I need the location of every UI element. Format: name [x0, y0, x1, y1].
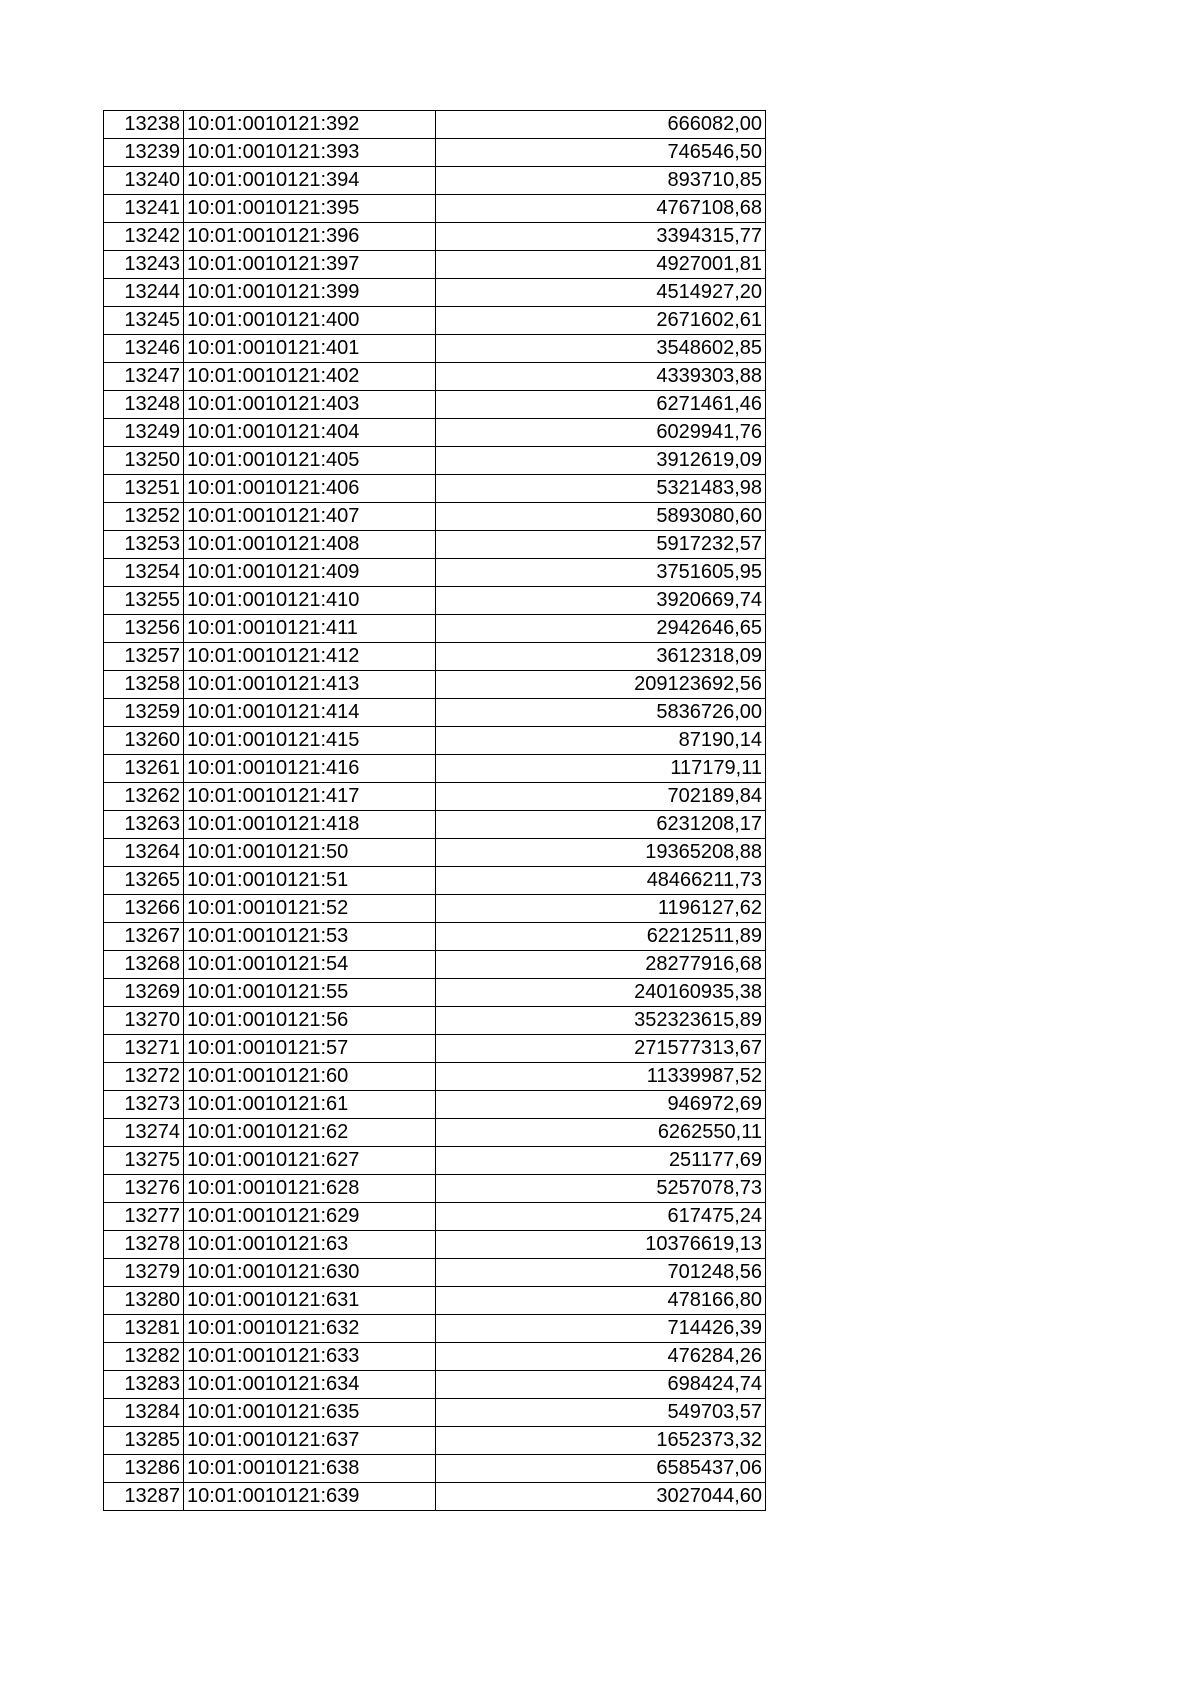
- table-row: [104, 755, 766, 783]
- table-row: [104, 1371, 766, 1399]
- row-number-cell: 13253: [104, 531, 184, 559]
- row-number-cell: 13250: [104, 447, 184, 475]
- cadastral-number-cell: 10:01:0010121:637: [184, 1427, 436, 1455]
- cadastral-number-cell: 10:01:0010121:634: [184, 1371, 436, 1399]
- table-row: [104, 1483, 766, 1511]
- row-number-cell: 13244: [104, 279, 184, 307]
- value-cell: 5893080,60: [436, 503, 766, 531]
- row-number-cell: 13281: [104, 1315, 184, 1343]
- cadastral-number-cell: 10:01:0010121:403: [184, 391, 436, 419]
- table-row: [104, 1203, 766, 1231]
- cadastral-number-cell: 10:01:0010121:395: [184, 195, 436, 223]
- value-cell: 2942646,65: [436, 615, 766, 643]
- cadastral-number-cell: 10:01:0010121:405: [184, 447, 436, 475]
- value-cell: 5257078,73: [436, 1175, 766, 1203]
- table-row: [104, 251, 766, 279]
- value-cell: 6585437,06: [436, 1455, 766, 1483]
- cadastral-number-cell: 10:01:0010121:56: [184, 1007, 436, 1035]
- row-number-cell: 13239: [104, 139, 184, 167]
- value-cell: 5917232,57: [436, 531, 766, 559]
- row-number-cell: 13267: [104, 923, 184, 951]
- cadastral-number-cell: 10:01:0010121:63: [184, 1231, 436, 1259]
- table-row: [104, 895, 766, 923]
- table-row: [104, 1119, 766, 1147]
- row-number-cell: 13280: [104, 1287, 184, 1315]
- value-cell: 117179,11: [436, 755, 766, 783]
- cadastral-number-cell: 10:01:0010121:55: [184, 979, 436, 1007]
- row-number-cell: 13265: [104, 867, 184, 895]
- row-number-cell: 13248: [104, 391, 184, 419]
- cadastral-number-cell: 10:01:0010121:61: [184, 1091, 436, 1119]
- row-number-cell: 13254: [104, 559, 184, 587]
- value-cell: 1652373,32: [436, 1427, 766, 1455]
- table-row: [104, 1147, 766, 1175]
- cadastral-number-cell: 10:01:0010121:418: [184, 811, 436, 839]
- table-row: [104, 223, 766, 251]
- table-row: [104, 1455, 766, 1483]
- cadastral-number-cell: 10:01:0010121:632: [184, 1315, 436, 1343]
- value-cell: 617475,24: [436, 1203, 766, 1231]
- value-cell: 478166,80: [436, 1287, 766, 1315]
- cadastral-number-cell: 10:01:0010121:417: [184, 783, 436, 811]
- value-cell: 28277916,68: [436, 951, 766, 979]
- row-number-cell: 13259: [104, 699, 184, 727]
- value-cell: 4767108,68: [436, 195, 766, 223]
- value-cell: 62212511,89: [436, 923, 766, 951]
- value-cell: 6029941,76: [436, 419, 766, 447]
- row-number-cell: 13246: [104, 335, 184, 363]
- value-cell: 3912619,09: [436, 447, 766, 475]
- cadastral-number-cell: 10:01:0010121:412: [184, 643, 436, 671]
- row-number-cell: 13263: [104, 811, 184, 839]
- cadastral-number-cell: 10:01:0010121:60: [184, 1063, 436, 1091]
- table-row: [104, 1091, 766, 1119]
- cadastral-number-cell: 10:01:0010121:407: [184, 503, 436, 531]
- table-row: [104, 615, 766, 643]
- row-number-cell: 13264: [104, 839, 184, 867]
- value-cell: 11339987,52: [436, 1063, 766, 1091]
- value-cell: 5836726,00: [436, 699, 766, 727]
- value-cell: 87190,14: [436, 727, 766, 755]
- value-cell: 701248,56: [436, 1259, 766, 1287]
- cadastral-number-cell: 10:01:0010121:414: [184, 699, 436, 727]
- value-cell: 271577313,67: [436, 1035, 766, 1063]
- table-row: [104, 1343, 766, 1371]
- table-row: [104, 727, 766, 755]
- table-row: [104, 1035, 766, 1063]
- value-cell: 698424,74: [436, 1371, 766, 1399]
- table-row: [104, 475, 766, 503]
- table-row: [104, 699, 766, 727]
- row-number-cell: 13271: [104, 1035, 184, 1063]
- row-number-cell: 13258: [104, 671, 184, 699]
- cadastral-number-cell: 10:01:0010121:399: [184, 279, 436, 307]
- cadastral-number-cell: 10:01:0010121:411: [184, 615, 436, 643]
- cadastral-number-cell: 10:01:0010121:393: [184, 139, 436, 167]
- cadastral-number-cell: 10:01:0010121:62: [184, 1119, 436, 1147]
- cadastral-number-cell: 10:01:0010121:628: [184, 1175, 436, 1203]
- table-row: [104, 111, 766, 139]
- table-row: [104, 867, 766, 895]
- value-cell: 702189,84: [436, 783, 766, 811]
- row-number-cell: 13260: [104, 727, 184, 755]
- table-row: [104, 1315, 766, 1343]
- table-row: [104, 419, 766, 447]
- cadastral-number-cell: 10:01:0010121:629: [184, 1203, 436, 1231]
- cadastral-number-cell: 10:01:0010121:400: [184, 307, 436, 335]
- value-cell: 714426,39: [436, 1315, 766, 1343]
- value-cell: 6262550,11: [436, 1119, 766, 1147]
- row-number-cell: 13242: [104, 223, 184, 251]
- cadastral-number-cell: 10:01:0010121:54: [184, 951, 436, 979]
- table-body: [104, 111, 766, 1511]
- table-row: [104, 1175, 766, 1203]
- cadastral-number-cell: 10:01:0010121:401: [184, 335, 436, 363]
- table-row: [104, 139, 766, 167]
- table-row: [104, 587, 766, 615]
- value-cell: 3920669,74: [436, 587, 766, 615]
- value-cell: 240160935,38: [436, 979, 766, 1007]
- cadastral-number-cell: 10:01:0010121:397: [184, 251, 436, 279]
- value-cell: 4514927,20: [436, 279, 766, 307]
- cadastral-number-cell: 10:01:0010121:394: [184, 167, 436, 195]
- table-row: [104, 671, 766, 699]
- cadastral-number-cell: 10:01:0010121:633: [184, 1343, 436, 1371]
- table-row: [104, 1007, 766, 1035]
- table-row: [104, 559, 766, 587]
- cadastral-number-cell: 10:01:0010121:409: [184, 559, 436, 587]
- cadastral-number-cell: 10:01:0010121:52: [184, 895, 436, 923]
- value-cell: 3027044,60: [436, 1483, 766, 1511]
- cadastral-number-cell: 10:01:0010121:639: [184, 1483, 436, 1511]
- value-cell: 352323615,89: [436, 1007, 766, 1035]
- value-cell: 3751605,95: [436, 559, 766, 587]
- row-number-cell: 13262: [104, 783, 184, 811]
- value-cell: 6271461,46: [436, 391, 766, 419]
- row-number-cell: 13286: [104, 1455, 184, 1483]
- table-row: [104, 531, 766, 559]
- table-row: [104, 1231, 766, 1259]
- cadastral-number-cell: 10:01:0010121:631: [184, 1287, 436, 1315]
- row-number-cell: 13282: [104, 1343, 184, 1371]
- table-row: [104, 195, 766, 223]
- cadastral-number-cell: 10:01:0010121:404: [184, 419, 436, 447]
- row-number-cell: 13269: [104, 979, 184, 1007]
- value-cell: 893710,85: [436, 167, 766, 195]
- table-row: [104, 363, 766, 391]
- value-cell: 3394315,77: [436, 223, 766, 251]
- table-row: [104, 1399, 766, 1427]
- value-cell: 3612318,09: [436, 643, 766, 671]
- row-number-cell: 13241: [104, 195, 184, 223]
- row-number-cell: 13275: [104, 1147, 184, 1175]
- value-cell: 4339303,88: [436, 363, 766, 391]
- row-number-cell: 13240: [104, 167, 184, 195]
- value-cell: 549703,57: [436, 1399, 766, 1427]
- cadastral-number-cell: 10:01:0010121:50: [184, 839, 436, 867]
- cadastral-number-cell: 10:01:0010121:630: [184, 1259, 436, 1287]
- value-cell: 2671602,61: [436, 307, 766, 335]
- row-number-cell: 13243: [104, 251, 184, 279]
- cadastral-number-cell: 10:01:0010121:416: [184, 755, 436, 783]
- value-cell: 746546,50: [436, 139, 766, 167]
- cadastral-number-cell: 10:01:0010121:415: [184, 727, 436, 755]
- table-row: [104, 643, 766, 671]
- row-number-cell: 13278: [104, 1231, 184, 1259]
- table-row: [104, 923, 766, 951]
- cadastral-number-cell: 10:01:0010121:408: [184, 531, 436, 559]
- cadastral-number-cell: 10:01:0010121:57: [184, 1035, 436, 1063]
- value-cell: 19365208,88: [436, 839, 766, 867]
- table-row: [104, 307, 766, 335]
- row-number-cell: 13277: [104, 1203, 184, 1231]
- cadastral-number-cell: 10:01:0010121:413: [184, 671, 436, 699]
- row-number-cell: 13255: [104, 587, 184, 615]
- cadastral-number-cell: 10:01:0010121:638: [184, 1455, 436, 1483]
- table-row: [104, 279, 766, 307]
- row-number-cell: 13273: [104, 1091, 184, 1119]
- row-number-cell: 13245: [104, 307, 184, 335]
- row-number-cell: 13270: [104, 1007, 184, 1035]
- value-cell: 10376619,13: [436, 1231, 766, 1259]
- table-row: [104, 839, 766, 867]
- row-number-cell: 13247: [104, 363, 184, 391]
- cadastral-number-cell: 10:01:0010121:396: [184, 223, 436, 251]
- value-cell: 209123692,56: [436, 671, 766, 699]
- value-cell: 4927001,81: [436, 251, 766, 279]
- table-row: [104, 503, 766, 531]
- cadastral-number-cell: 10:01:0010121:627: [184, 1147, 436, 1175]
- value-cell: 48466211,73: [436, 867, 766, 895]
- value-cell: 6231208,17: [436, 811, 766, 839]
- row-number-cell: 13283: [104, 1371, 184, 1399]
- row-number-cell: 13284: [104, 1399, 184, 1427]
- cadastral-number-cell: 10:01:0010121:410: [184, 587, 436, 615]
- value-cell: 3548602,85: [436, 335, 766, 363]
- row-number-cell: 13256: [104, 615, 184, 643]
- cadastral-number-cell: 10:01:0010121:406: [184, 475, 436, 503]
- value-cell: 666082,00: [436, 111, 766, 139]
- row-number-cell: 13251: [104, 475, 184, 503]
- table-row: [104, 1427, 766, 1455]
- table-row: [104, 335, 766, 363]
- value-cell: 946972,69: [436, 1091, 766, 1119]
- cadastral-number-cell: 10:01:0010121:635: [184, 1399, 436, 1427]
- cadastral-number-cell: 10:01:0010121:51: [184, 867, 436, 895]
- table-row: [104, 951, 766, 979]
- data-table: [103, 110, 766, 1511]
- table-row: [104, 167, 766, 195]
- row-number-cell: 13238: [104, 111, 184, 139]
- row-number-cell: 13261: [104, 755, 184, 783]
- row-number-cell: 13252: [104, 503, 184, 531]
- table-row: [104, 391, 766, 419]
- cadastral-number-cell: 10:01:0010121:402: [184, 363, 436, 391]
- table-row: [104, 979, 766, 1007]
- row-number-cell: 13249: [104, 419, 184, 447]
- cadastral-number-cell: 10:01:0010121:53: [184, 923, 436, 951]
- row-number-cell: 13276: [104, 1175, 184, 1203]
- row-number-cell: 13257: [104, 643, 184, 671]
- table-row: [104, 811, 766, 839]
- cadastral-number-cell: 10:01:0010121:392: [184, 111, 436, 139]
- value-cell: 251177,69: [436, 1147, 766, 1175]
- row-number-cell: 13266: [104, 895, 184, 923]
- value-cell: 5321483,98: [436, 475, 766, 503]
- row-number-cell: 13272: [104, 1063, 184, 1091]
- value-cell: 1196127,62: [436, 895, 766, 923]
- value-cell: 476284,26: [436, 1343, 766, 1371]
- row-number-cell: 13285: [104, 1427, 184, 1455]
- table-row: [104, 783, 766, 811]
- row-number-cell: 13268: [104, 951, 184, 979]
- table-row: [104, 1287, 766, 1315]
- row-number-cell: 13274: [104, 1119, 184, 1147]
- table-row: [104, 1259, 766, 1287]
- table-row: [104, 1063, 766, 1091]
- row-number-cell: 13279: [104, 1259, 184, 1287]
- table-row: [104, 447, 766, 475]
- row-number-cell: 13287: [104, 1483, 184, 1511]
